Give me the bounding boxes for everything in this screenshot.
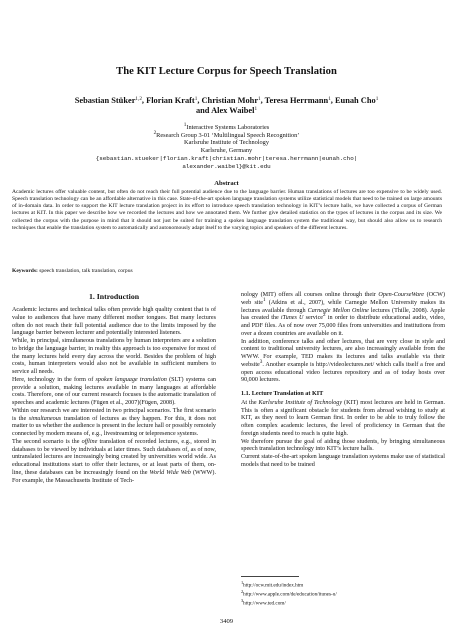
paragraph — [241, 292, 445, 339]
author-name: Florian Kraft — [146, 96, 195, 105]
emphasis: Open-CourseWare — [378, 292, 425, 298]
footnote-link[interactable]: http://www.ted.com/ — [243, 601, 286, 608]
footnote — [241, 589, 445, 598]
text-run: (OCW) web site — [241, 292, 445, 306]
page-number: 3409 — [219, 618, 234, 625]
text-run: Within our research we are interested in two principal scenarios. The first scenario is the — [12, 407, 216, 422]
emphasis: spoken language translation — [95, 376, 167, 383]
footnote-ref: 1 — [262, 296, 266, 303]
keywords-label: Keywords: — [12, 268, 38, 274]
emphasis: Carnegie Mellon Online — [307, 307, 369, 314]
footnote — [241, 598, 445, 607]
text-run: (WWW). For example, the Massachusetts Institute of Tech- — [12, 469, 216, 484]
paragraph — [241, 339, 445, 386]
paragraph: Academic lectures and technical talks often provide high quality content that is of value to audiences that have many different mother tongues. But many lectures often do not reach their full potential audience due to the limits imposed by the language barrier between lecturer and potentially interested listeners. — [12, 307, 216, 337]
emphasis: simultaneous — [28, 415, 62, 422]
right-column — [241, 292, 445, 470]
emphasis: Karlsruhe Institute of Technology — [258, 399, 343, 406]
footnote-link[interactable]: http://ocw.mit.edu/index.htm — [243, 582, 304, 589]
paragraph: While, in principal, simultaneous translations by human interpreters are a solution to bridge the language barrier, in reality this approach is too expensive for most of the many lectures held every day across the world. Besides the problem of high costs, human interpreters would also not be available in sufficient numbers to service all needs. — [12, 338, 216, 375]
footnote-link[interactable]: http://www.apple.com/de/education/itunes-u/ — [243, 591, 337, 598]
text-run: . Another example is http://videolectures.net/ which calls itself a free and open access educational video lectures repository and as of today hosts over 90,000 lectures. — [241, 361, 445, 384]
section-heading-introduction: 1. Introduction — [88, 292, 140, 301]
footnote — [241, 580, 445, 589]
text-run: translation of lectures as they happen. For this, it does not matter to us whether the audience is present in the lecture hall or possibly remotely connected by modern means of, e.g., livestreaming or telepresence systems. — [12, 415, 216, 437]
author-list — [50, 96, 403, 117]
affiliation-location: Karlsruhe, Germany — [200, 147, 253, 155]
abstract-heading: Abstract — [214, 180, 239, 187]
abstract-text: Academic lectures offer valuable content, but often do not reach their full potential audience due to the language barrier. Human translations of lectures are too expensive to be widely used. Speech translation technology can be an affordable alternative in this case. State-of-the-art spoken language translation systems utilize statistical models that need to be trained on large amounts of in-domain data. In order to support the KIT lecture translation project in its effort to introduce speech translation technology in KIT’s lecture halls, we have collected a corpus of German lectures at KIT. In this paper we describe how we recorded the lectures and how we annotated them. We further give detailed statistics on the types of lectures in the corpus and its size. We collected the corpus with the purpose in mind that it should not just be suited for training a spoken language translation system the traditional way, but should also allow us to research techniques that enable the translation system to automatically and autonomously adapt itself to the varying topics and speakers of the different lectures. — [12, 189, 442, 231]
affil-text: Research Group 3-01 ‘Multilingual Speech Recognition’ — [156, 131, 300, 139]
left-column — [12, 292, 216, 485]
affiliation-2 — [40, 129, 413, 140]
footnote-mark: 1 — [241, 580, 244, 585]
paper-title: The KIT Lecture Corpus for Speech Translation — [116, 66, 337, 77]
text-run: (KIT) most lectures are held in German. This is often a significant obstacle for students from abroad wishing to study at KIT, as they need to learn German first. In order to be able to truly follow the often complex academic lectures, the level of proficiency in German that the foreign students need to reach is quite high. — [241, 399, 446, 437]
author-line-1: Sebastian Stüker$^{1,2}$, Florian Kraft$^1$, Christian Mohr$^1$, Teresa Herrmann$^1$, Eunah Cho$^1$ — [74, 96, 379, 105]
subsection-heading: 1.1. Lecture Translation at KIT — [241, 391, 324, 397]
emphasis: offline — [81, 438, 98, 445]
footnote-rule — [241, 576, 299, 577]
affil-sup: 2 — [153, 129, 157, 136]
keywords — [12, 268, 442, 274]
paragraph — [12, 439, 216, 486]
footnote-ref: 2 — [323, 312, 326, 319]
text-run: Here, technology in the form of — [12, 376, 96, 383]
text-run: (SLT) systems can provide a solution, making lectures available in many languages at affordable costs. Therefore, one of our current research focuses is the automatic translation of speeches and academic lectures (Fügen et al., 2007)(Fügen, 2008). — [12, 376, 216, 406]
text-run: service — [303, 315, 324, 322]
affil-text: Interactive Systems Laboratories — [186, 124, 270, 131]
email-line-1: {sebastian.stueker|florian.kraft|christian.mohr|teresa.herrmann|eunah.cho| — [95, 154, 358, 162]
affiliation-1 — [40, 124, 413, 132]
emphasis: iTunes U — [280, 315, 304, 322]
author-name: Christian Mohr — [201, 96, 259, 105]
author-name: Eunah Cho — [334, 96, 376, 105]
text-run: In addition, conference talks and other lectures, that are very close in style and content to traditional university lectures, are also increasingly available from the WWW. For example, TED makes its lectures and talks available via their website — [241, 338, 445, 368]
paragraph — [12, 408, 216, 439]
author-affil-sup: 1 — [375, 96, 379, 102]
author-affil-sup: 1 — [328, 96, 331, 102]
author-affil-sup: 1 — [254, 106, 258, 113]
text-run: The second scenario is the — [12, 438, 82, 445]
email-line-2: alexander.waibel}@kit.edu — [182, 162, 271, 170]
emphasis: World Wide Web — [149, 469, 191, 476]
paragraph — [241, 400, 445, 439]
footnote-mark: 2 — [241, 589, 244, 595]
text-run: (Atkins et al., 2007), while Carnegie Mellon University makes its lectures available through — [241, 299, 445, 314]
footnote-ref: 3 — [259, 358, 263, 365]
footnote-mark: 3 — [241, 598, 244, 604]
author-affil-sup: 1 — [194, 96, 198, 102]
paragraph: Current state-of-the-art spoken language translation systems make use of statistical models that need to be trained — [241, 454, 445, 468]
footnotes — [241, 580, 445, 608]
text-run: in order to distribute educational audio, video, and PDF files. As of now over 75,000 files from universities and institutions from over a dozen countries are available on it. — [241, 315, 445, 337]
author-name: Sebastian Stüker — [74, 96, 136, 105]
text-run: translation of recorded lectures, e.g., stored in databases to be viewed by individuals at later times. Such databases of, as of now, untranslated lectures are increasingly being created by universities world wide. As educational institutions start to offer their lectures, or at least parts of them, on-line, these databases can be increasingly found on the — [12, 438, 216, 476]
author-affil-sup: 1 — [258, 96, 261, 102]
paragraph: We therefore pursue the goal of aiding those students, by bringing simultaneous speech translation technology into KIT’s lecture halls. — [241, 438, 445, 453]
text-run: lectures (Thille, 2008). Apple has created the — [241, 307, 445, 322]
author-line-2 — [50, 106, 403, 116]
text-run: At the — [241, 399, 259, 406]
affiliations — [40, 124, 413, 170]
author-name: and Alex Waibel — [195, 106, 255, 116]
text-run: nology (MIT) offers all courses online through their — [241, 292, 379, 298]
author-name: Teresa Herrmann — [264, 96, 329, 105]
keywords-text: speech translation, talk translation, corpus — [37, 268, 133, 274]
affiliation-institute: Karlsruhe Institute of Technology — [184, 139, 269, 147]
paragraph — [12, 377, 216, 408]
affil-sup: 1 — [183, 122, 187, 128]
author-affil-sup: 1,2 — [135, 96, 142, 102]
